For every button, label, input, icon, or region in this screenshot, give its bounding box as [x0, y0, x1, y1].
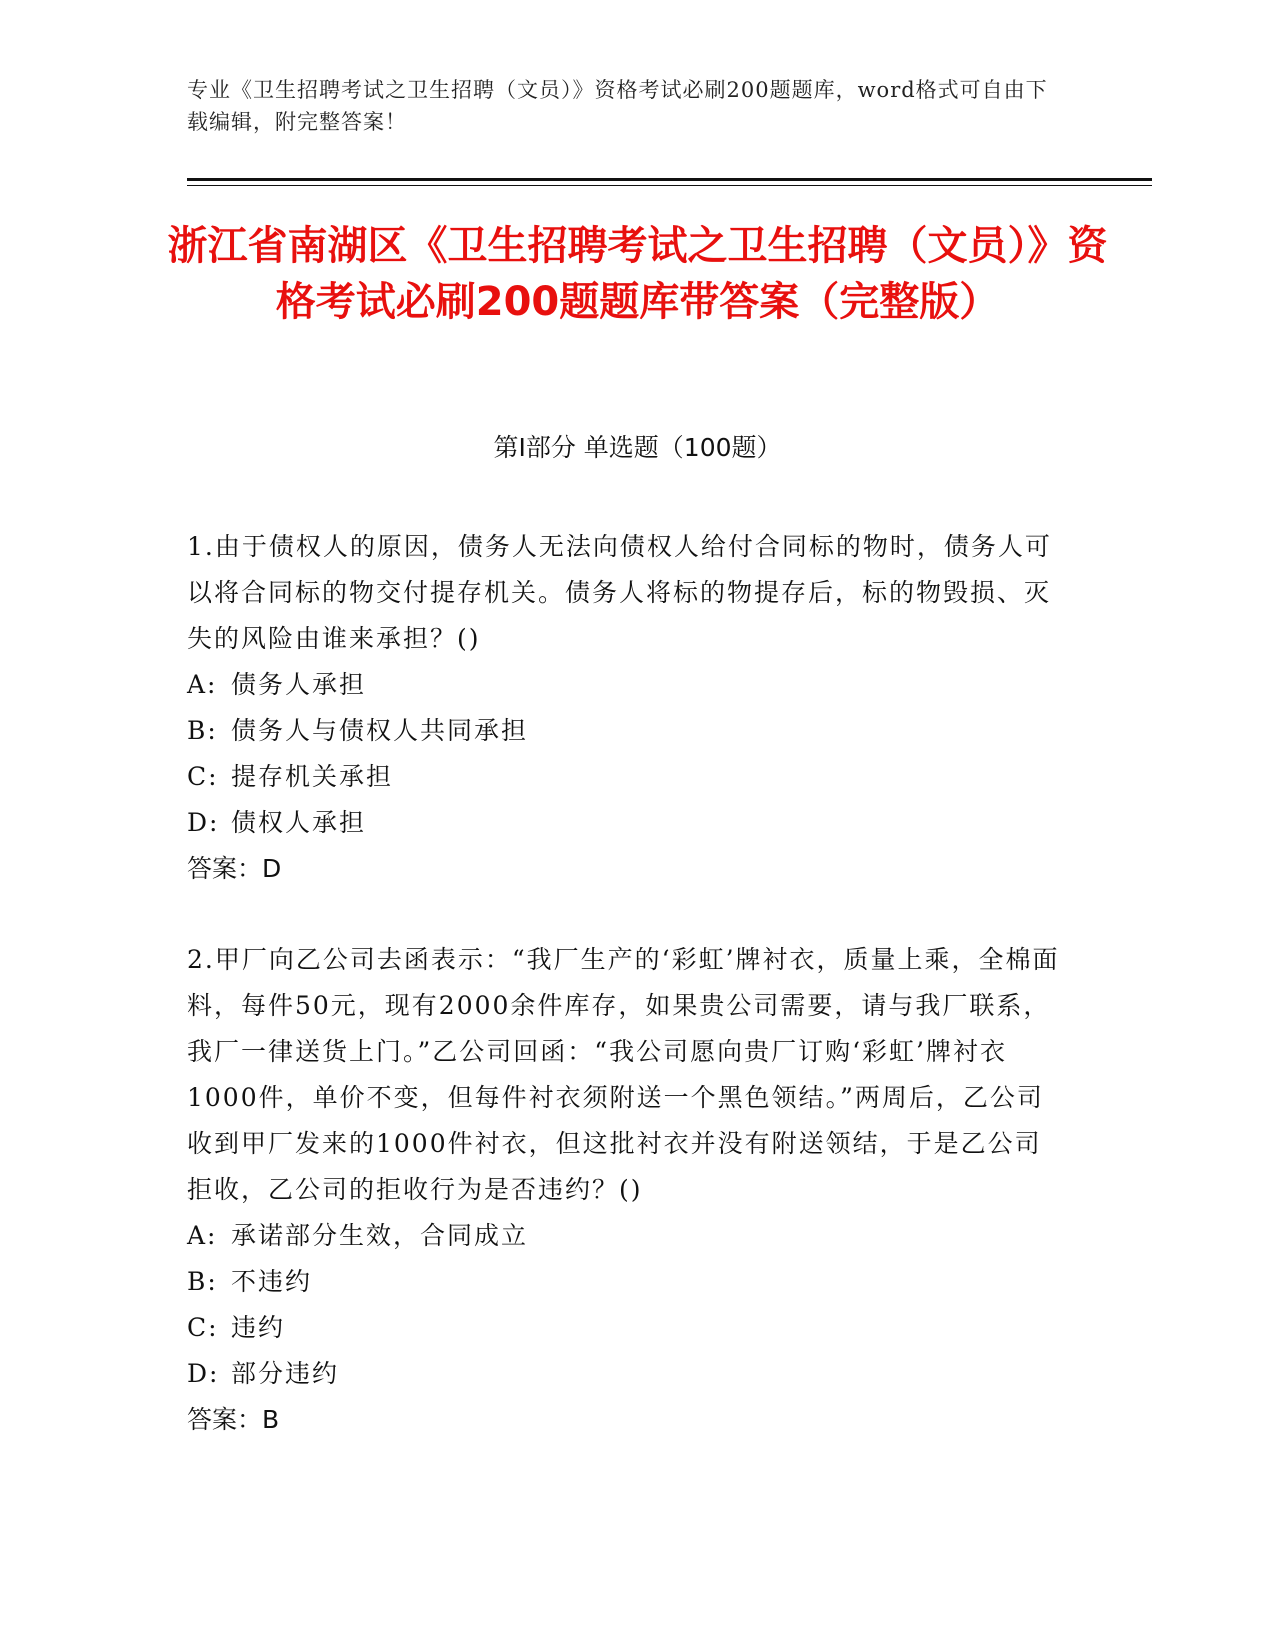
option-letter: A: — [187, 670, 218, 699]
header-divider-thin — [187, 185, 1152, 186]
answer-line: 答案：D — [187, 854, 282, 883]
option-b — [187, 708, 1067, 754]
option-text: 承诺部分生效，合同成立 — [231, 1221, 529, 1250]
option-letter: B: — [187, 1267, 218, 1296]
answer-line: 答案：B — [187, 1405, 280, 1434]
option-text: 部分违约 — [231, 1359, 340, 1388]
option-text: 提存机关承担 — [231, 762, 394, 791]
option-d — [187, 1351, 1067, 1397]
option-text: 债务人承担 — [231, 670, 367, 699]
header-divider-thick — [187, 178, 1152, 181]
option-letter: D: — [187, 808, 220, 837]
option-c — [187, 754, 1067, 800]
option-letter: B: — [187, 716, 218, 745]
option-letter: A: — [187, 1221, 218, 1250]
option-text: 不违约 — [231, 1267, 313, 1296]
option-a — [187, 662, 1067, 708]
option-text: 违约 — [231, 1313, 286, 1342]
option-text: 债权人承担 — [231, 808, 367, 837]
option-d — [187, 800, 1067, 846]
option-letter: D: — [187, 1359, 220, 1388]
question-2 — [187, 937, 1067, 1443]
question-stem: 2.甲厂向乙公司去函表示：“我厂生产的‘彩虹’牌衬衣，质量上乘，全棉面料，每件50元，现有2000余件库存，如果贵公司需要，请与我厂联系，我厂一律送货上门。”乙公司回函：“我公司愿向贵厂订购‘彩虹’牌衬衣1000件，单价不变，但每件衬衣须附送一个黑色领结。”两周后，乙公司收到甲厂发来的1000件衬衣，但这批衬衣并没有附送领结，于是乙公司拒收，乙公司的拒收行为是否违约？() — [187, 945, 1060, 1204]
option-letter: C: — [187, 1313, 219, 1342]
header-note: 专业《卫生招聘考试之卫生招聘（文员）》资格考试必刷200题题库，word格式可自由下载编辑，附完整答案！ — [187, 78, 1048, 134]
part-heading: 第Ⅰ部分 单选题（100题） — [493, 433, 782, 462]
option-b — [187, 1259, 1067, 1305]
question-stem: 1.由于债权人的原因，债务人无法向债权人给付合同标的物时，债务人可以将合同标的物交付提存机关。债务人将标的物提存后，标的物毁损、灭失的风险由谁来承担？() — [187, 532, 1052, 653]
option-letter: C: — [187, 762, 219, 791]
document-title: 浙江省南湖区《卫生招聘考试之卫生招聘（文员）》资格考试必刷200题题库带答案（完整版） — [167, 223, 1108, 325]
question-1 — [187, 524, 1067, 892]
option-c — [187, 1305, 1067, 1351]
option-text: 债务人与债权人共同承担 — [231, 716, 529, 745]
option-a — [187, 1213, 1067, 1259]
